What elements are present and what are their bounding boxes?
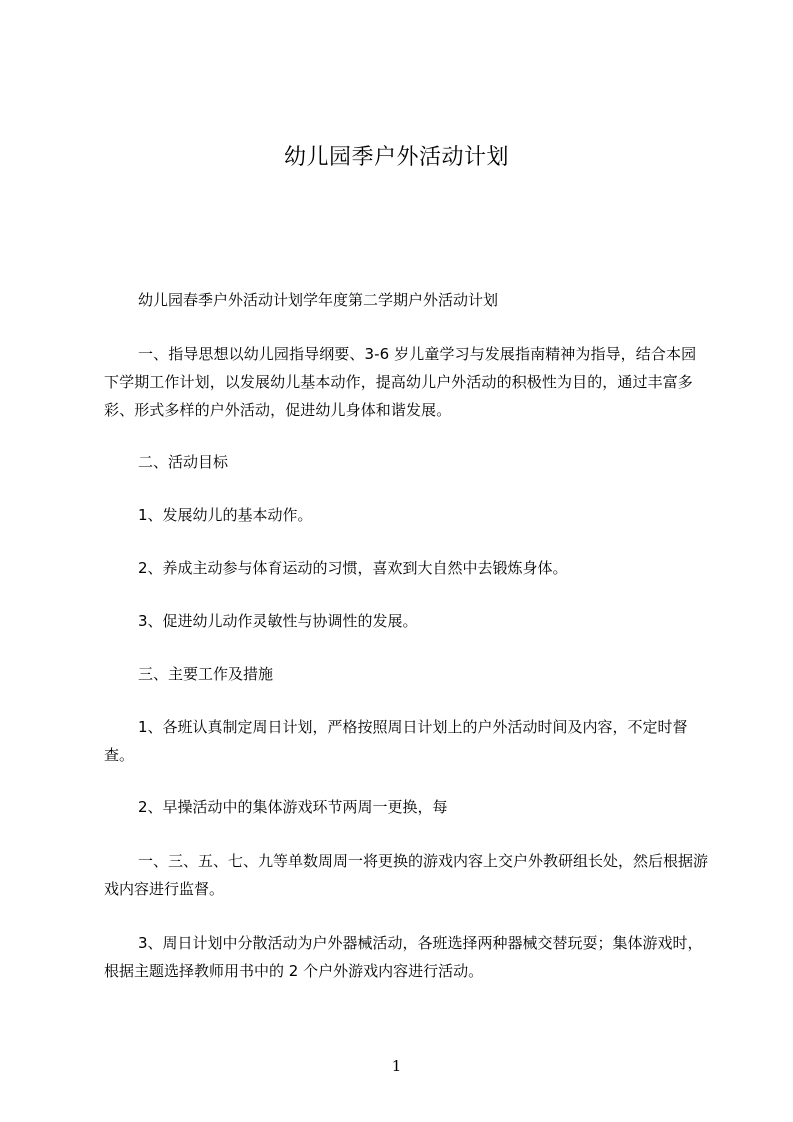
paragraph-text: 1、发展幼儿的基本动作。 [138,506,313,524]
paragraph-text: 2、养成主动参与体育运动的习惯，喜欢到大自然中去锻炼身体。 [138,559,568,577]
section-heading-activity-goals [104,448,714,476]
paragraph-text: 一、指导思想以幼儿园指导纲要、3-6 岁儿童学习与发展指南精神为指导，结合本园下学期工作计划，以发展幼儿基本动作，提高幼儿户外活动的积极性为目的，通过丰富多彩、形式多样的户外活动，促进幼儿身体和谐发展。 [104,345,697,419]
paragraph-text: 2、早操活动中的集体游戏环节两周一更换，每 [138,798,448,816]
paragraph-text: 1、各班认真制定周日计划，严格按照周日计划上的户外活动时间及内容，不定时督查。 [104,718,688,764]
paragraph-text: 3、促进幼儿动作灵敏性与协调性的发展。 [138,612,418,630]
goal-item-2 [104,554,714,582]
paragraph-text: 幼儿园春季户外活动计划学年度第二学期户外活动计划 [138,291,499,309]
goal-item-3 [104,607,714,635]
measure-item-1 [104,713,708,769]
paragraph-text: 3、周日计划中分散活动为户外器械活动，各班选择两种器械交替玩耍；集体游戏时，根据主题选择教师用书中的 2 个户外游戏内容进行活动。 [104,934,703,980]
paragraph-text: 一、三、五、七、九等单数周周一将更换的游戏内容上交户外教研组长处，然后根据游戏内容进行监督。 [104,852,709,898]
section-heading-main-measures [104,660,714,688]
goal-item-1 [104,501,714,529]
measure-item-3 [104,929,708,985]
paragraph-text: 二、活动目标 [138,453,229,471]
measure-item-2-continued [104,847,708,903]
measure-item-2 [104,793,714,821]
document-title: 幼儿园季户外活动计划 [283,145,509,170]
paragraph-guiding-thought [104,340,708,424]
page-number: 1 [391,1057,402,1075]
paragraph-subtitle [104,286,714,314]
paragraph-text: 三、主要工作及措施 [138,665,274,683]
